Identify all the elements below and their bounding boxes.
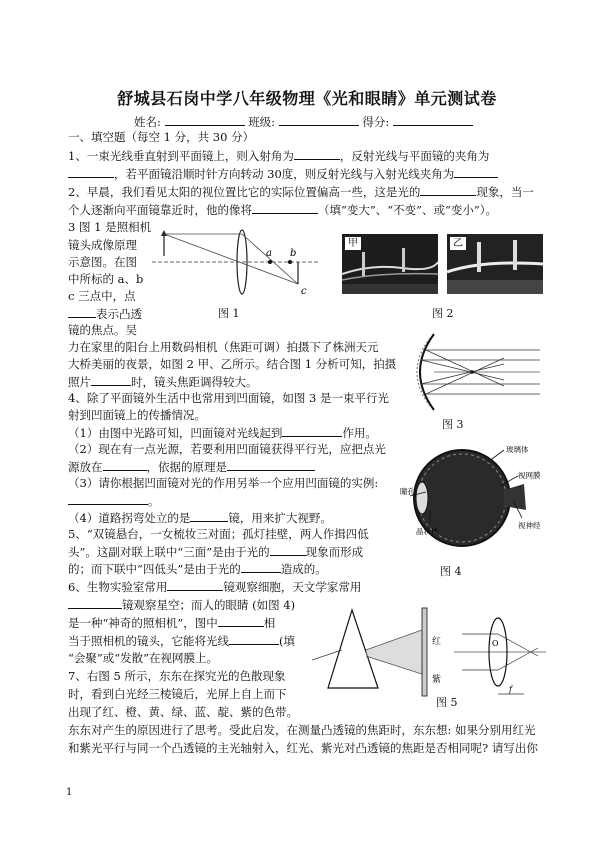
question-5-line-3: 的；而下联中“四低头”是由于光的 造成的。: [68, 562, 327, 576]
score-blank[interactable]: [393, 113, 473, 126]
question-6-line-1: 6、生物实验室常用 镜观察细胞，天文学家常用: [68, 580, 362, 594]
answer-blank[interactable]: [68, 305, 96, 318]
answer-blank[interactable]: [68, 492, 148, 505]
question-3-line-3: 示意图。在图: [68, 255, 137, 269]
question-4-sub-2-line-2: 源放在 ，依据的原理是: [68, 458, 315, 477]
figure-5-label-f: f: [509, 685, 512, 694]
figure-4-label-lens: 晶状体: [416, 527, 439, 536]
question-3-line-6: 表示凸透: [68, 305, 142, 324]
figure-1-lens-diagram: [150, 222, 322, 300]
figure-1-caption: 图 1: [218, 307, 240, 320]
question-6-line-5: “会聚”或“发散”在视网膜上。: [68, 651, 219, 665]
answer-blank[interactable]: [282, 424, 342, 437]
question-6-line-3: 是一种“神奇的照相机”，图中 相: [68, 616, 276, 630]
question-4-sub-3: （3）请你根据凹面镜对光的作用另举一个应用凹面镜的实例:: [68, 476, 379, 490]
figure-1-point-c: c: [301, 286, 307, 297]
figure-3-caption: 图 3: [442, 418, 464, 431]
question-3-line-7: 镜的焦点。吴: [68, 323, 137, 337]
figure-2-label-jia: 甲: [345, 237, 361, 250]
answer-blank[interactable]: [252, 201, 318, 214]
question-5-line-1: 5、“双镜悬台，一女梳妆三对面；孤灯挂壁，两人作揖四低: [68, 527, 369, 541]
page-title: 舒城县石岗中学八年级物理《光和眼睛》单元测试卷: [117, 89, 497, 108]
question-4-sub-3-answer: 。: [68, 492, 160, 511]
answer-blank[interactable]: [420, 183, 476, 196]
question-3-line-2: 镜头成像原理: [68, 238, 137, 252]
figure-4-label-optic-nerve: 视神经: [518, 521, 541, 530]
question-3-line-1: 3 图 1 是照相机: [68, 220, 152, 234]
question-3-line-5: c 三点中，点: [68, 289, 136, 303]
question-4-sub-1: （1）由图中光路可知，凹面镜对光线起到 作用。: [68, 426, 377, 440]
class-blank[interactable]: [279, 113, 359, 126]
question-2-line-1: 2、早晨，我们看见太阳的视位置比它的实际位置偏高一些，这是光的 现象，当一: [68, 185, 534, 199]
answer-blank[interactable]: [227, 458, 315, 471]
question-6-line-2: 镜观察星空；而人的眼睛 (如图 4): [68, 596, 295, 615]
figure-2-caption: 图 2: [432, 307, 454, 320]
question-7-line-1: 7、右图 5 所示，东东在探究光的色散现象: [68, 669, 286, 683]
answer-blank[interactable]: [270, 543, 306, 556]
score-label: 得分:: [362, 115, 390, 129]
question-3-line-8: 力在家里的阳台上用数码相机（焦距可调）拍摄下了株洲天元: [68, 340, 379, 354]
question-7-line-4: 东东对产生的原因进行了思考。受此启发，在测量凸透镜的焦距时，东东想: 如果分别用红光: [68, 723, 536, 737]
question-4-line-1: 4、除了平面镜外生活中也常用到凹面镜，如图 3 是一束平行光: [68, 391, 389, 405]
page-number: 1: [66, 787, 73, 798]
class-label: 班级:: [248, 115, 276, 129]
answer-blank[interactable]: [68, 165, 114, 178]
question-6-line-4: 当于照相机的镜头，它能将光线 (填: [68, 634, 295, 648]
figure-5-prism-diagram: [312, 604, 548, 702]
figure-5-label-o: O: [492, 639, 499, 648]
figure-4-label-vitreous: 玻璃体: [506, 445, 529, 454]
figure-2-label-yi: 乙: [450, 237, 466, 250]
question-3-line-9: 大桥美丽的夜景，如图 2 甲、乙所示。结合图 1 分析可知，拍摄: [68, 357, 397, 371]
section-heading: 一、填空题（每空 1 分，共 30 分）: [68, 130, 255, 144]
figure-1-point-b: b: [290, 248, 297, 259]
question-4-line-2: 射到凹面镜上的传播情况。: [68, 408, 206, 422]
question-2-line-2: 个人逐渐向平面镜靠近时，他的像将 （填“变大”、“不变”、或“变小”）。: [68, 203, 498, 217]
answer-blank[interactable]: [241, 560, 281, 573]
question-1-line-2: ，若平面镜沿顺时针方向转动 30度，则反射光线与入射光线夹角为: [68, 165, 498, 184]
figure-4-caption: 图 4: [440, 565, 462, 578]
answer-blank[interactable]: [294, 147, 340, 160]
question-3-line-10: 照片 时，镜头焦距调得较大。: [68, 375, 258, 389]
answer-blank[interactable]: [167, 578, 223, 591]
answer-blank[interactable]: [103, 458, 147, 471]
answer-blank[interactable]: [229, 632, 279, 645]
question-1-line-1: 1、一束光线垂直射到平面镜上，则入射角为 ，反射光线与平面镜的夹角为: [68, 149, 490, 163]
question-7-line-3: 出现了红、橙、黄、绿、蓝、靛、紫的色带。: [68, 705, 298, 719]
question-7-line-2: 时，看到白光经三棱镜后，光屏上自上而下: [68, 687, 287, 701]
answer-blank[interactable]: [91, 373, 131, 386]
name-blank[interactable]: [165, 113, 245, 126]
answer-blank[interactable]: [190, 509, 228, 522]
question-7-line-5: 和紫光平行与同一个凸透镜的主光轴射入，红光、紫光对凸透镜的焦距是否相同呢? 请写出你: [68, 741, 538, 755]
answer-blank[interactable]: [218, 614, 264, 627]
figure-5-caption: 图 5: [436, 696, 458, 709]
figure-2-photo-yi: [447, 234, 543, 294]
question-3-line-4: 中所标的 a、b: [68, 272, 144, 286]
figure-4-label-retina: 视网膜: [518, 471, 541, 480]
question-4-sub-2-line-1: （2）现在有一点光源，若要利用凹面镜获得平行光，应把点光: [68, 442, 386, 456]
question-5-line-2: 头”。这副对联上联中“三面”是由于光的 现象而形成: [68, 545, 364, 559]
figure-4-label-pupil: 瞳孔: [400, 487, 415, 496]
figure-4-eye-diagram: [400, 440, 546, 558]
question-4-sub-4: （4）道路拐弯处立的是 镜，用来扩大视野。: [68, 511, 332, 525]
answer-blank[interactable]: [454, 165, 498, 178]
figure-5-label-purple: 紫: [432, 675, 442, 685]
name-label: 姓名:: [134, 115, 161, 129]
answer-blank[interactable]: [68, 596, 122, 609]
figure-2-photo-jia: [342, 234, 438, 294]
figure-5-label-red: 红: [432, 637, 442, 647]
figure-1-point-a: a: [266, 248, 272, 259]
figure-3-concave-mirror: [404, 330, 544, 414]
